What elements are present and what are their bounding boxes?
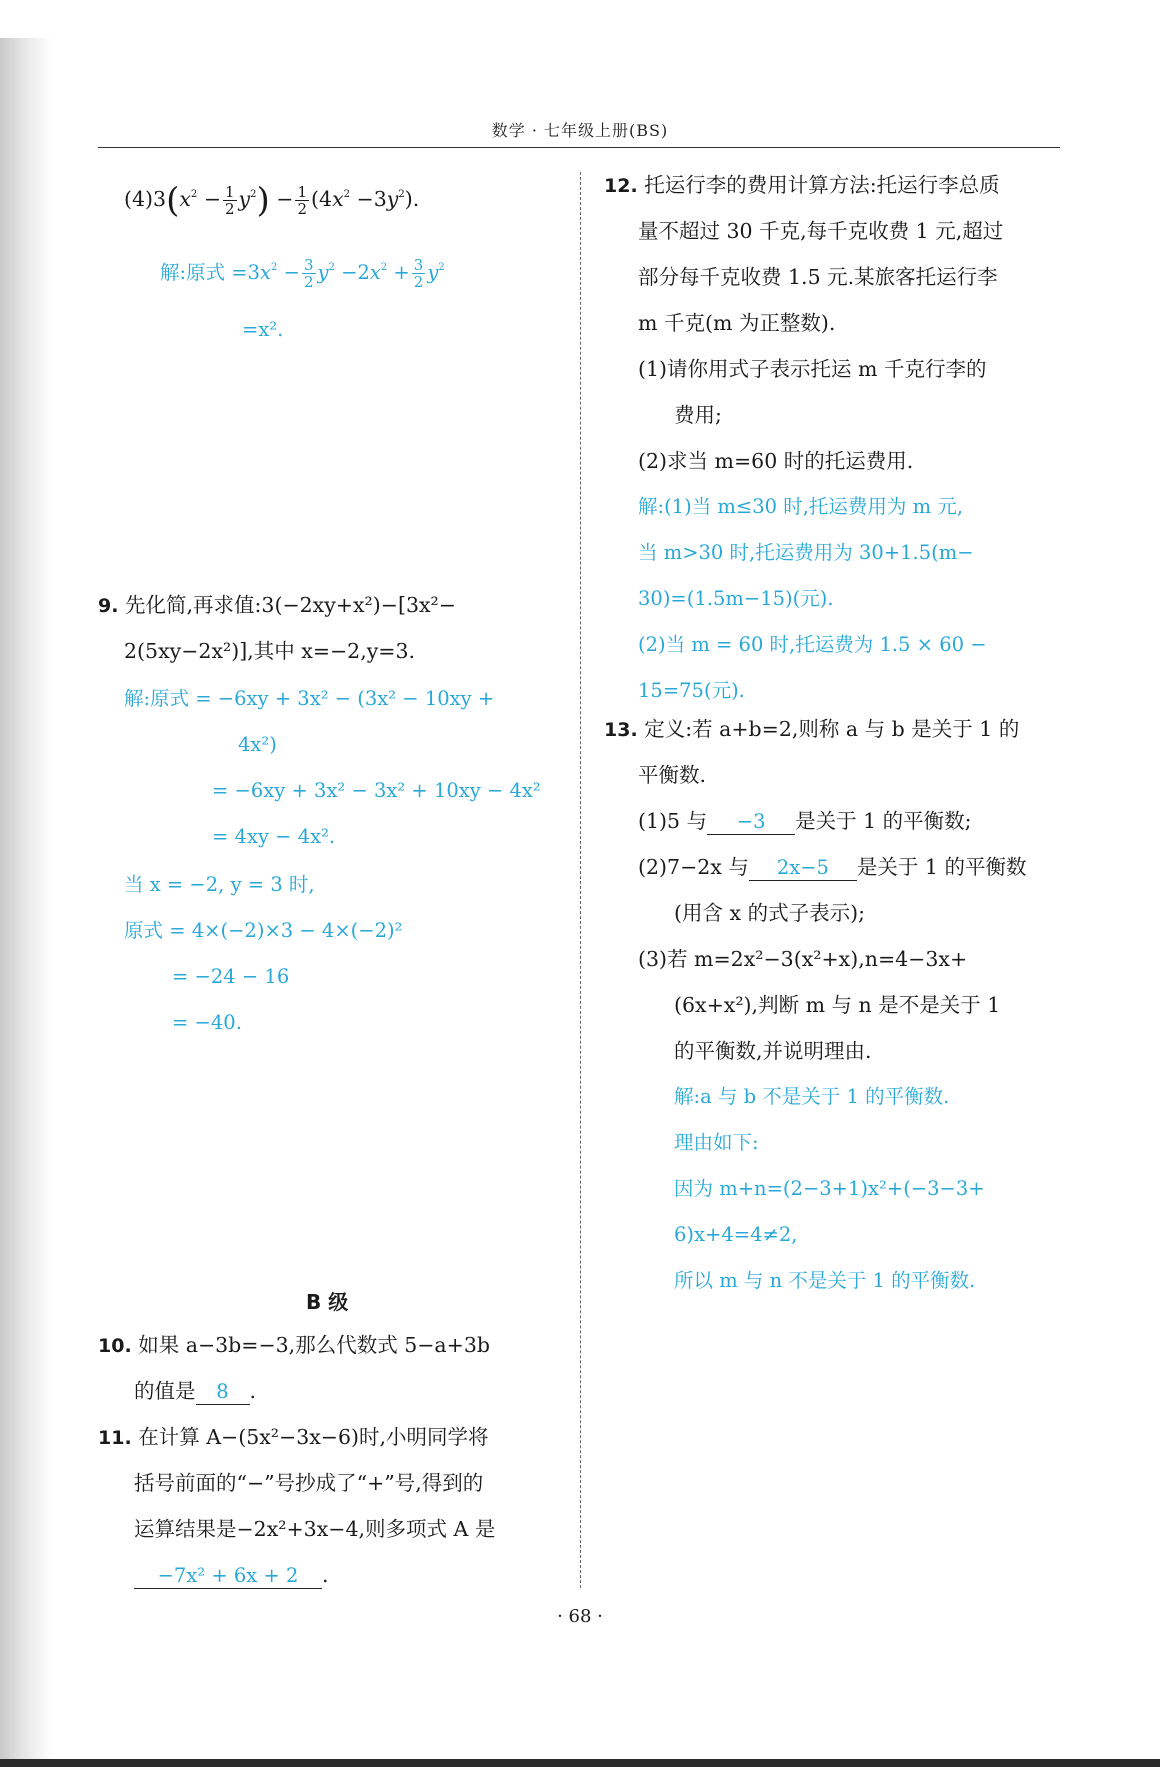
problem-8-4-answer-line2: =x². — [242, 318, 284, 341]
problem-12-answer-1: 解:(1)当 m≤30 时,托运费用为 m 元, — [638, 495, 964, 518]
problem-text: 的值是 — [134, 1379, 196, 1403]
problem-12-answer-5: 15=75(元). — [638, 679, 745, 702]
problem-text: (1)5 与 — [638, 809, 708, 833]
problem-9-answer-4: = 4xy − 4x². — [212, 825, 336, 848]
problem-9-line1 — [98, 592, 456, 619]
problem-13-q3a: (3)若 m=2x²−3(x²+x),n=4−3x+ — [638, 947, 968, 971]
problem-text: 是关于 1 的平衡数 — [856, 855, 1027, 879]
problem-text: 托运行李的费用计算方法:托运行李总质 — [644, 173, 1000, 197]
column-divider — [580, 172, 581, 1588]
problem-12-line4: m 千克(m 为正整数). — [638, 311, 836, 335]
section-heading-b: B 级 — [306, 1290, 349, 1314]
problem-9-answer-3: = −6xy + 3x² − 3x² + 10xy − 4x² — [212, 779, 541, 802]
problem-13-answer-3: 因为 m+n=(2−3+1)x²+(−3−3+ — [674, 1177, 985, 1200]
problem-number: 9. — [98, 595, 119, 617]
problem-9-answer-7: = −24 − 16 — [172, 965, 290, 988]
problem-13-line2: 平衡数. — [638, 763, 707, 787]
problem-12-q1b: 费用; — [674, 403, 722, 427]
problem-text: . — [322, 1563, 329, 1587]
problem-11-line1 — [98, 1424, 489, 1451]
problem-text: . — [249, 1379, 257, 1403]
problem-12-answer-2: 当 m>30 时,托运费用为 30+1.5(m− — [638, 541, 974, 564]
problem-9-line2: 2(5xy−2x²)],其中 x=−2,y=3. — [124, 639, 416, 663]
problem-8-4-answer-line1: 解:原式 $=3x^2$ − $\frac{3}{2}$ $y^2 -2x^2$ + $\frac{3}{2}$ $y^2$ — [160, 256, 445, 291]
problem-8-4-expression: $(4)3(x^2$ − $\frac{1}{2}$ $y^2$) − $\frac{1}{2}$ $(4x^2 -3y^2)$. — [124, 180, 420, 221]
problem-text: 先化简,再求值:3(−2xy+x²)−[3x²− — [124, 593, 456, 617]
problem-13-q1 — [638, 808, 972, 835]
problem-text: 在计算 A−(5x²−3x−6)时,小明同学将 — [138, 1425, 489, 1449]
problem-number: 13. — [604, 719, 638, 741]
problem-9-answer-2: 4x²) — [238, 733, 277, 756]
problem-13-line1 — [604, 716, 1019, 743]
page-header-title: 数学 · 七年级上册(BS) — [491, 121, 669, 140]
problem-13-answer-2: 理由如下: — [674, 1131, 759, 1154]
problem-number: 12. — [604, 175, 638, 197]
bottom-border — [0, 1759, 1160, 1767]
problem-9-answer-5: 当 x = −2, y = 3 时, — [124, 873, 315, 896]
page-number: · 68 · — [557, 1606, 603, 1627]
problem-11-line4 — [134, 1562, 329, 1589]
sub-label: (4) — [124, 187, 154, 211]
problem-9-answer-6: 原式 = 4×(−2)×3 − 4×(−2)² — [124, 919, 403, 942]
problem-13-answer-5: 所以 m 与 n 不是关于 1 的平衡数. — [674, 1269, 976, 1292]
problem-12-q2: (2)求当 m=60 时的托运费用. — [638, 449, 914, 473]
problem-text: 如果 a−3b=−3,那么代数式 5−a+3b — [138, 1333, 490, 1357]
problem-12-line1 — [604, 172, 1000, 199]
answer-result: x². — [258, 318, 284, 341]
problem-number: 10. — [98, 1335, 132, 1357]
problem-text: 定义:若 a+b=2,则称 a 与 b 是关于 1 的 — [644, 717, 1020, 741]
problem-12-q1a: (1)请你用式子表示托运 m 千克行李的 — [638, 357, 987, 381]
problem-11-line2: 括号前面的“−”号抄成了“+”号,得到的 — [134, 1471, 484, 1495]
problem-text: (2)7−2x 与 — [638, 855, 749, 879]
problem-12-answer-4: (2)当 m = 60 时,托运费为 1.5 × 60 − — [638, 633, 987, 656]
problem-11-line3: 运算结果是−2x²+3x−4,则多项式 A 是 — [134, 1517, 496, 1541]
problem-13-q3c: 的平衡数,并说明理由. — [674, 1039, 872, 1063]
problem-12-line3: 部分每千克收费 1.5 元.某旅客托运行李 — [638, 265, 998, 289]
problem-13-q3b: (6x+x²),判断 m 与 n 是不是关于 1 — [674, 993, 1001, 1017]
problem-text: 是关于 1 的平衡数; — [795, 809, 972, 833]
answer-blank: −3 — [707, 810, 795, 835]
problem-12-answer-3: 30)=(1.5m−15)(元). — [638, 587, 834, 610]
answer-blank: 2x−5 — [749, 856, 857, 881]
page-edge-shadow — [0, 38, 54, 1767]
problem-10-line1 — [98, 1332, 490, 1359]
problem-9-answer-8: = −40. — [172, 1011, 242, 1034]
header-rule — [98, 147, 1060, 148]
problem-10-line2 — [134, 1378, 256, 1405]
problem-number: 11. — [98, 1427, 132, 1449]
problem-13-q2 — [638, 854, 1026, 881]
answer-blank: −7x² + 6x + 2 — [134, 1564, 322, 1589]
problem-13-q2b: (用含 x 的式子表示); — [674, 901, 865, 925]
answer-label: 解:原式 — [160, 261, 226, 284]
answer-blank: 8 — [196, 1380, 250, 1405]
problem-13-answer-1: 解:a 与 b 不是关于 1 的平衡数. — [674, 1085, 950, 1108]
problem-13-answer-4: 6)x+4=4≠2, — [674, 1223, 798, 1246]
problem-9-answer-1: 解:原式 = −6xy + 3x² − (3x² − 10xy + — [124, 687, 495, 710]
problem-12-line2: 量不超过 30 千克,每千克收费 1 元,超过 — [638, 219, 1004, 243]
